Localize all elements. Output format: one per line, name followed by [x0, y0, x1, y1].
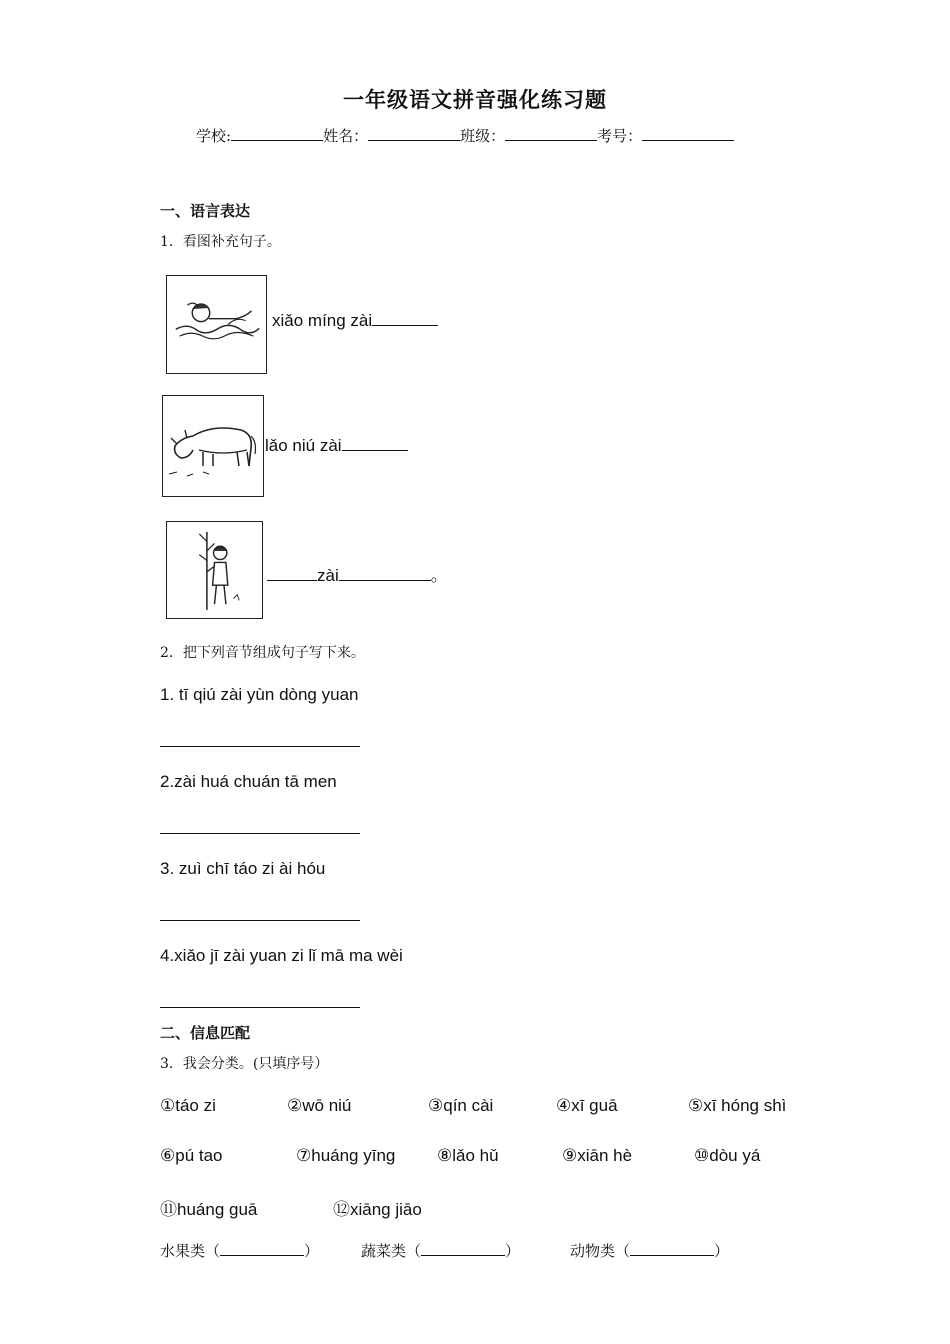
syllable-item-4: 4.xiǎo jī zài yuan zi lǐ mā ma wèi: [160, 946, 403, 965]
picture-3-subject-blank[interactable]: [267, 566, 317, 581]
option-7: ⑦huáng yīng: [296, 1146, 396, 1165]
animal-answer-blank[interactable]: [630, 1241, 714, 1256]
answer-line-3[interactable]: [160, 920, 360, 921]
syllable-item-1: 1. tī qiú zài yùn dòng yuan: [160, 685, 359, 704]
swimming-boy-illustration: [167, 276, 266, 373]
class-blank[interactable]: [505, 126, 597, 141]
question-2-prompt: 2．把下列音节组成句子写下来。: [160, 645, 365, 661]
name-label: 姓名：: [323, 127, 369, 145]
fruit-label: 水果类（: [160, 1242, 221, 1260]
page-title: 一年级语文拼音强化练习题: [343, 88, 607, 112]
section-2-heading: 二、信息匹配: [160, 1024, 251, 1042]
syllable-item-2: 2.zài huá chuán tā men: [160, 772, 337, 791]
option-10: ⑩dòu yá: [694, 1146, 761, 1165]
answer-line-1[interactable]: [160, 746, 360, 747]
question-3-prompt: 3．我会分类。(只填序号）: [160, 1056, 329, 1072]
vegetable-answer-blank[interactable]: [421, 1241, 505, 1256]
picture-2-sentence: [265, 436, 408, 456]
option-6: ⑥pú tao: [160, 1146, 223, 1165]
picture-1-answer-blank[interactable]: [372, 311, 438, 326]
animal-close-paren: ）: [714, 1242, 730, 1260]
class-label: 班级：: [460, 127, 506, 145]
picture-3-caption: zài: [317, 566, 339, 585]
option-5: ⑤xī hóng shì: [688, 1096, 787, 1115]
fruit-close-paren: ）: [304, 1242, 320, 1260]
animal-category: [570, 1240, 729, 1261]
option-9: ⑨xiān hè: [562, 1146, 633, 1165]
student-info-line: [196, 125, 734, 146]
picture-1-sentence: [272, 311, 438, 331]
answer-line-4[interactable]: [160, 1007, 360, 1008]
ox-picture: [162, 395, 264, 497]
option-1: ①táo zi: [160, 1096, 216, 1115]
option-4: ④xī guā: [556, 1096, 618, 1115]
animal-label: 动物类（: [570, 1242, 631, 1260]
exam-number-label: 考号：: [597, 127, 643, 145]
ox-illustration: [163, 396, 263, 496]
picture-1-caption: xiǎo míng zài: [272, 311, 373, 330]
option-8: ⑧lǎo hǔ: [437, 1146, 499, 1165]
swimming-boy-picture: [166, 275, 267, 374]
question-1-prompt: 1．看图补充句子。: [160, 234, 281, 250]
name-blank[interactable]: [368, 126, 460, 141]
picture-3-period: 。: [430, 566, 448, 585]
picture-3-answer-blank[interactable]: [339, 566, 431, 581]
school-label: 学校:: [196, 127, 232, 145]
option-2: ②wō niú: [287, 1096, 352, 1115]
answer-line-2[interactable]: [160, 833, 360, 834]
section-1-heading: 一、语言表达: [160, 202, 251, 220]
option-11: ⑪huáng guā: [160, 1200, 258, 1219]
girl-planting-illustration: [167, 522, 262, 618]
picture-2-caption: lǎo niú zài: [265, 436, 342, 455]
syllable-item-3: 3. zuì chī táo zi ài hóu: [160, 859, 326, 878]
vegetable-label: 蔬菜类（: [361, 1242, 422, 1260]
fruit-answer-blank[interactable]: [220, 1241, 304, 1256]
school-blank[interactable]: [231, 126, 323, 141]
vegetable-category: [361, 1240, 520, 1261]
fruit-category: [160, 1240, 319, 1261]
picture-3-sentence: [267, 561, 448, 586]
option-3: ③qín cài: [428, 1096, 494, 1115]
vegetable-close-paren: ）: [505, 1242, 521, 1260]
option-12: ⑫xiāng jiāo: [333, 1200, 422, 1219]
exam-number-blank[interactable]: [642, 126, 734, 141]
picture-2-answer-blank[interactable]: [342, 436, 408, 451]
girl-planting-picture: [166, 521, 263, 619]
